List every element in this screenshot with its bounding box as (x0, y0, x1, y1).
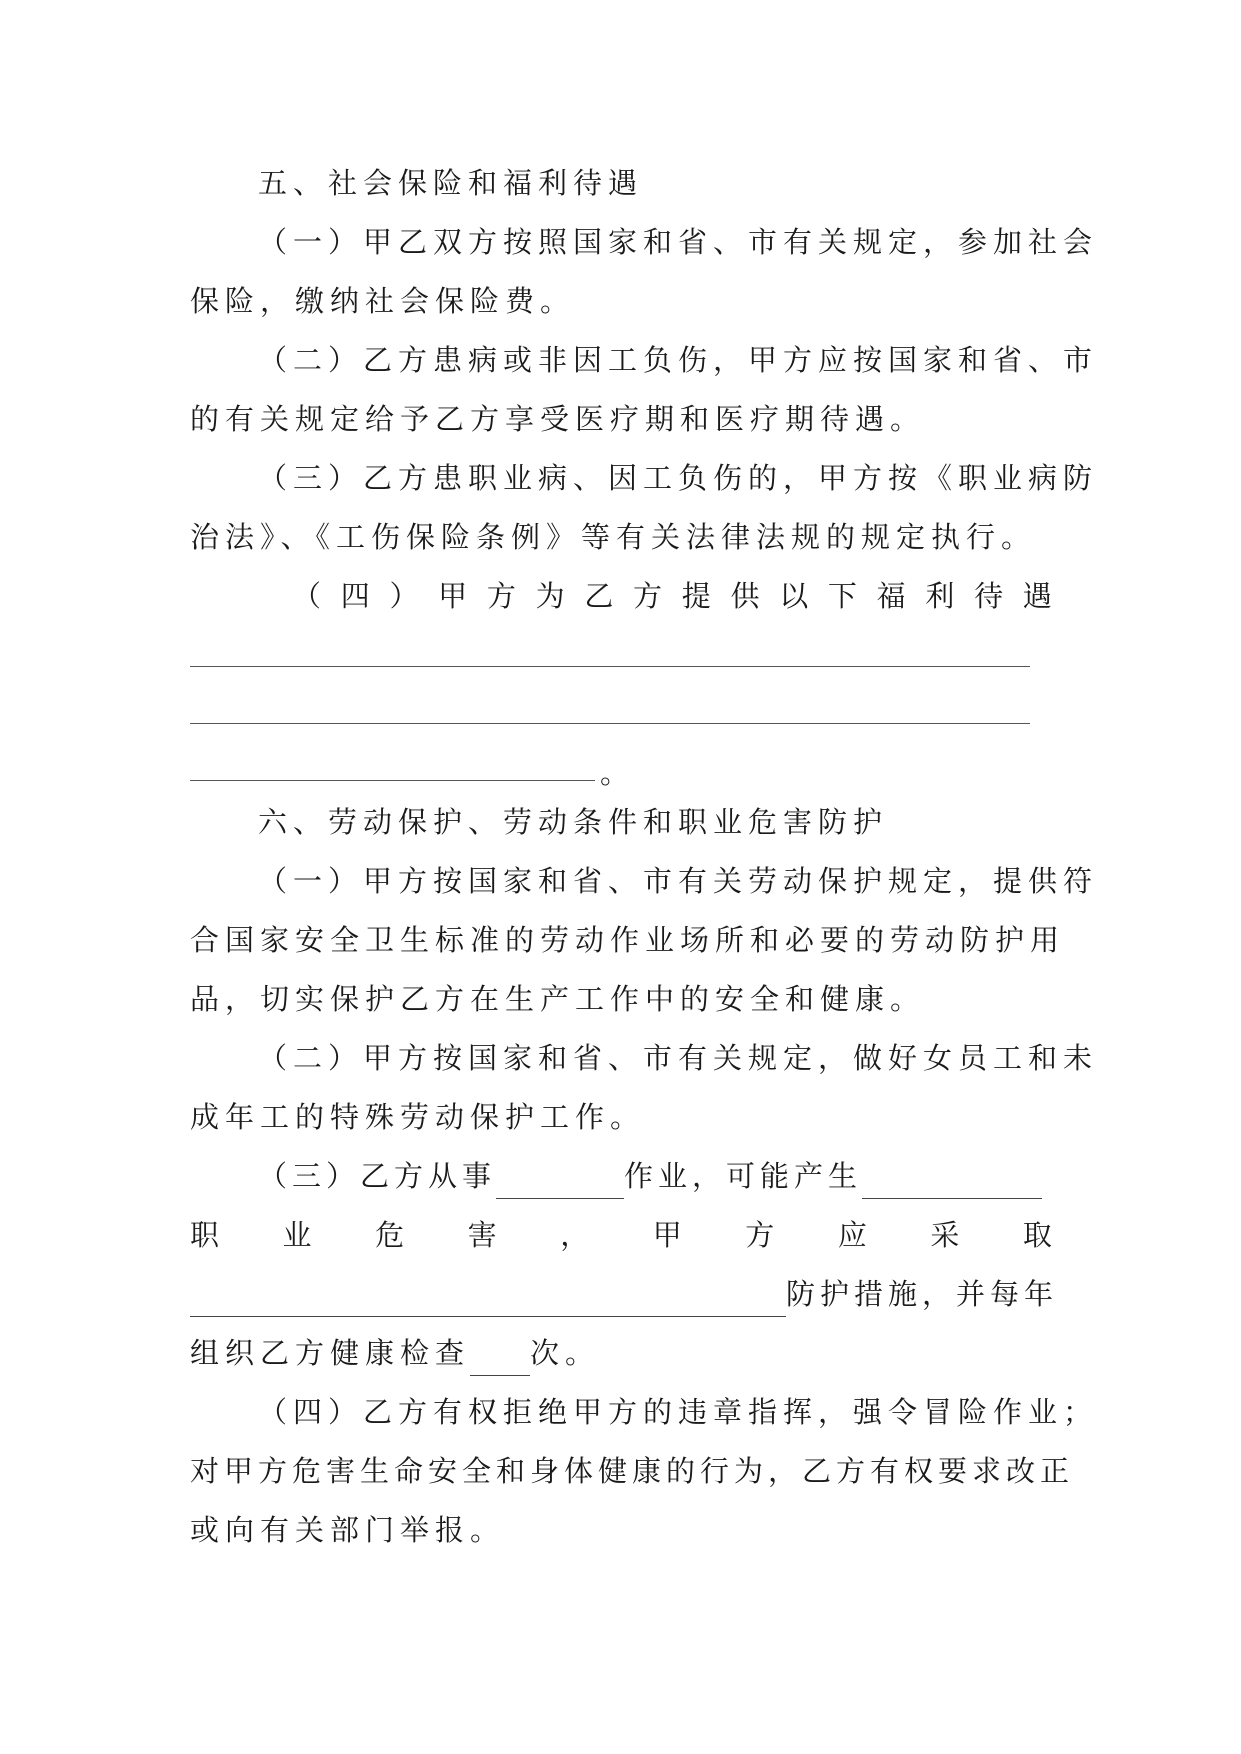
p3-char: 业 (282, 1218, 312, 1252)
p3-text-d: 组织乙方健康检查 (190, 1336, 471, 1370)
section6-p1-line3: 品，切实保护乙方在生产工作中的安全和健康。 (190, 982, 926, 1016)
section6-p3-line3 (190, 1271, 1059, 1317)
p4-char: 方 (486, 579, 516, 613)
p3-text-b: 作业，可能产生 (624, 1159, 863, 1193)
p3-char: 取 (1022, 1218, 1052, 1252)
section5-p4-justified-line (292, 573, 1052, 619)
section6-p3-line4 (190, 1330, 1052, 1376)
section6-heading: 六、劳动保护、劳动条件和职业危害防护 (258, 805, 889, 839)
section6-p3-line1 (258, 1153, 1052, 1199)
section5-p4-end: 。 (600, 756, 636, 790)
blank-line (190, 780, 595, 781)
p4-char: （ (292, 579, 322, 613)
p3-text-a: （三）乙方从事 (258, 1159, 497, 1193)
p4-char: 利 (925, 579, 955, 613)
p3-char: 危 (375, 1218, 405, 1252)
p3-text-e: 次。 (530, 1336, 601, 1370)
p3-char: 害 (467, 1218, 497, 1252)
p4-char: 为 (535, 579, 565, 613)
p3-char: 职 (190, 1218, 220, 1252)
section6-p4-line3: 或向有关部门举报。 (190, 1513, 506, 1547)
p4-char: 乙 (584, 579, 614, 613)
section5-p3-line2: 治法》、《工伤保险条例》等有关法律法规的规定执行。 (190, 520, 1037, 554)
blank-field (496, 1164, 624, 1199)
p4-char: 福 (876, 579, 906, 613)
section5-p3-line1: （三）乙方患职业病、因工负伤的，甲方按《职业病防 (258, 461, 1099, 495)
section5-p1-line1: （一）甲乙双方按照国家和省、市有关规定，参加社会 (258, 225, 1099, 259)
p4-char: 下 (827, 579, 857, 613)
p4-char: 遇 (1022, 579, 1052, 613)
blank-field (470, 1341, 530, 1376)
section6-p3-justified-line (190, 1212, 1052, 1258)
section5-p2-line1: （二）乙方患病或非因工负伤，甲方应按国家和省、市 (258, 343, 1099, 377)
section5-p1-line2: 保险，缴纳社会保险费。 (190, 284, 576, 318)
section6-p4-line2: 对甲方危害生命安全和身体健康的行为，乙方有权要求改正 (190, 1454, 1075, 1488)
p4-char: 方 (633, 579, 663, 613)
p3-char: 应 (837, 1218, 867, 1252)
p3-char: 采 (930, 1218, 960, 1252)
p4-char: 提 (681, 579, 711, 613)
section6-p2-line1: （二）甲方按国家和省、市有关规定，做好女员工和未 (258, 1041, 1099, 1075)
p4-char: 以 (779, 579, 809, 613)
p4-char: 供 (730, 579, 760, 613)
blank-line (190, 723, 1030, 724)
blank-field (862, 1164, 1042, 1199)
section6-p4-line1: （四）乙方有权拒绝甲方的违章指挥，强令冒险作业； (258, 1395, 1099, 1429)
section6-p1-line1: （一）甲方按国家和省、市有关劳动保护规定，提供符 (258, 864, 1099, 898)
section5-heading: 五、社会保险和福利待遇 (258, 166, 644, 200)
section6-p1-line2: 合国家安全卫生标准的劳动作业场所和必要的劳动防护用 (190, 923, 1066, 957)
p4-char: 甲 (438, 579, 468, 613)
blank-field (190, 1282, 786, 1317)
p3-char: 方 (745, 1218, 775, 1252)
p3-char: ， (560, 1218, 590, 1252)
p4-char: ） (389, 579, 419, 613)
blank-line (190, 666, 1030, 667)
p3-text-c: 防护措施，并每年 (786, 1277, 1059, 1311)
p4-char: 待 (974, 579, 1004, 613)
section6-p2-line2: 成年工的特殊劳动保护工作。 (190, 1100, 646, 1134)
section5-p2-line2: 的有关规定给予乙方享受医疗期和医疗期待遇。 (190, 402, 926, 436)
p4-char: 四 (340, 579, 370, 613)
p3-char: 甲 (652, 1218, 682, 1252)
